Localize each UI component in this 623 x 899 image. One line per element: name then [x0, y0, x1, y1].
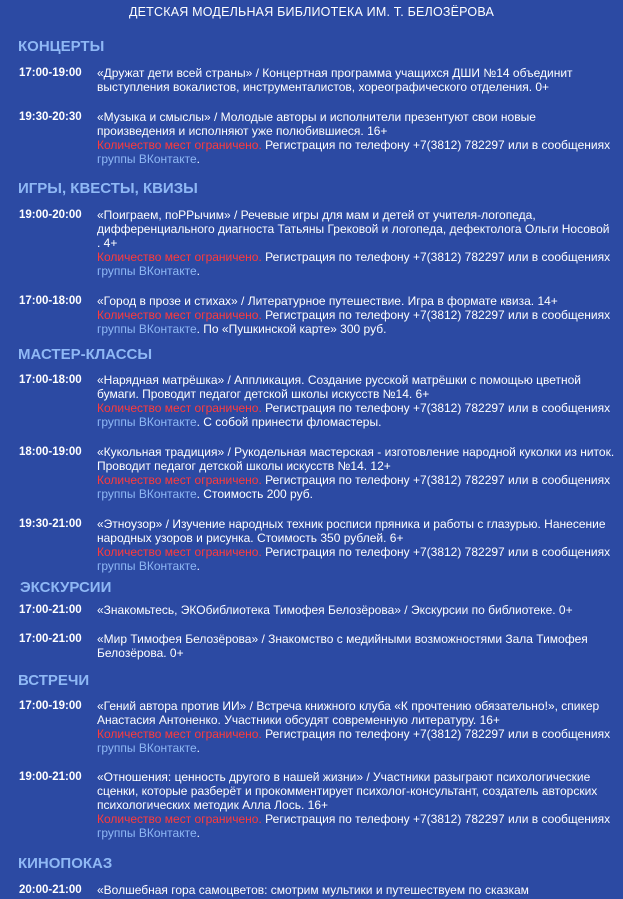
section-cinema: КИНОПОКАЗ — [18, 855, 113, 872]
event-item — [19, 294, 615, 336]
event-text: «Музыка и смыслы» / Молодые авторы и исполнители презентуют свои новые произведения и исполняют уже полюбившиеся. 16+ — [97, 110, 536, 138]
registration-text: Регистрация по телефону +7(3812) 782297 или в сообщениях — [265, 138, 611, 152]
event-tail: . По «Пушкинской карте» 300 руб. — [196, 322, 387, 336]
event-time: 17:00-18:00 — [19, 295, 82, 307]
section-excursions: ЭКСКУРСИИ — [20, 579, 112, 596]
limited-notice: Количество мест ограничено. — [97, 473, 262, 487]
event-description: «Знакомьтесь, ЭКОбиблиотека Тимофея Белозёрова» / Экскурсии по библиотеке. 0+ — [97, 603, 573, 617]
event-text: «Кукольная традиция» / Рукодельная мастерская - изготовление народной куколки из ниток. Проводит педагог детской школы искусств №14. 12+ — [97, 445, 615, 473]
event-time: 20:00-21:00 — [19, 884, 82, 896]
event-time: 17:00-19:00 — [19, 67, 82, 79]
event-item — [19, 445, 615, 501]
registration-text: Регистрация по телефону +7(3812) 782297 или в сообщениях — [265, 473, 611, 487]
event-text: «Отношения: ценность другого в нашей жизни» / Участники разыграют психологические сценки, которые разберёт и прокомментирует психолог-консультант, создатель авторских психологических методик Алла Лось. 16+ — [97, 770, 598, 812]
event-item — [19, 632, 615, 660]
vk-group-link[interactable]: группы ВКонтакте — [97, 322, 197, 336]
event-item — [19, 208, 615, 278]
vk-group-link[interactable]: группы ВКонтакте — [97, 487, 197, 501]
event-description — [97, 208, 615, 278]
event-description: «Волшебная гора самоцветов: смотрим мультики и путешествуем по сказкам — [97, 883, 529, 897]
vk-group-link[interactable]: группы ВКонтакте — [97, 741, 197, 755]
registration-text: Регистрация по телефону +7(3812) 782297 или в сообщениях — [265, 250, 611, 264]
event-description — [97, 699, 615, 755]
event-description — [97, 294, 615, 336]
event-time: 17:00-18:00 — [19, 374, 82, 386]
event-time: 17:00-19:00 — [19, 700, 82, 712]
event-time: 17:00-21:00 — [19, 633, 82, 645]
event-item — [19, 770, 615, 840]
event-description: «Мир Тимофея Белозёрова» / Знакомство с медийными возможностями Зала Тимофея Белозёрова. 0+ — [97, 632, 588, 660]
event-item — [19, 373, 615, 429]
limited-notice: Количество мест ограничено. — [97, 308, 262, 322]
event-text: «Поиграем, поРРычим» / Речевые игры для мам и детей от учителя-логопеда, дифференциального диагноста Татьяны Грековой и логопеда, дефектолога Ольги Носовой . 4+ — [97, 208, 610, 250]
vk-group-link[interactable]: группы ВКонтакте — [97, 264, 197, 278]
event-tail: . — [196, 559, 200, 573]
event-time: 17:00-21:00 — [19, 604, 82, 616]
event-item — [19, 66, 615, 94]
event-tail: . — [196, 152, 200, 166]
event-text: «Нарядная матрёшка» / Аппликация. Создание русской матрёшки с помощью цветной бумаги. Проводит педагог детской школы искусств №14. 6+ — [97, 373, 581, 401]
vk-group-link[interactable]: группы ВКонтакте — [97, 415, 197, 429]
event-description — [97, 517, 615, 573]
event-text: «Город в прозе и стихах» / Литературное путешествие. Игра в формате квиза. 14+ — [97, 294, 558, 308]
limited-notice: Количество мест ограничено. — [97, 401, 262, 415]
section-games: ИГРЫ, КВЕСТЫ, КВИЗЫ — [18, 180, 198, 197]
limited-notice: Количество мест ограничено. — [97, 138, 262, 152]
event-time: 19:00-20:00 — [19, 209, 82, 221]
registration-text: Регистрация по телефону +7(3812) 782297 или в сообщениях — [265, 401, 611, 415]
event-text: «Этноузор» / Изучение народных техник росписи пряника и работы с глазурью. Нанесение народных узоров и рисунка. Стоимость 350 рублей. 6+ — [97, 517, 606, 545]
event-item — [19, 110, 615, 166]
event-description — [97, 770, 615, 840]
event-tail: . — [196, 741, 200, 755]
section-meetings: ВСТРЕЧИ — [18, 672, 90, 689]
vk-group-link[interactable]: группы ВКонтакте — [97, 559, 197, 573]
vk-group-link[interactable]: группы ВКонтакте — [97, 152, 197, 166]
event-description — [97, 110, 615, 166]
event-description — [97, 373, 615, 429]
page-title: ДЕТСКАЯ МОДЕЛЬНАЯ БИБЛИОТЕКА ИМ. Т. БЕЛОЗЁРОВА — [128, 5, 495, 19]
event-item — [19, 517, 615, 573]
event-item — [19, 699, 615, 755]
event-description: «Дружат дети всей страны» / Концертная программа учащихся ДШИ №14 объединит выступления вокалистов, инструменталистов, хореографического отделения. 0+ — [97, 66, 573, 94]
event-tail: . С собой принести фломастеры. — [196, 415, 382, 429]
event-tail: . Стоимость 200 руб. — [196, 487, 313, 501]
event-text: «Гений автора против ИИ» / Встреча книжного клуба «К прочтению обязательно!», спикер Анастасия Антоненко. Участники обсудят современную литературу. 16+ — [97, 699, 600, 727]
limited-notice: Количество мест ограничено. — [97, 545, 262, 559]
vk-group-link[interactable]: группы ВКонтакте — [97, 826, 197, 840]
registration-text: Регистрация по телефону +7(3812) 782297 или в сообщениях — [265, 308, 611, 322]
limited-notice: Количество мест ограничено. — [97, 727, 262, 741]
event-item — [19, 883, 615, 897]
section-concerts: КОНЦЕРТЫ — [18, 38, 105, 55]
event-tail: . — [196, 826, 200, 840]
limited-notice: Количество мест ограничено. — [97, 812, 262, 826]
event-time: 19:30-20:30 — [19, 111, 82, 123]
event-item — [19, 603, 615, 617]
registration-text: Регистрация по телефону +7(3812) 782297 или в сообщениях — [265, 812, 611, 826]
section-master-classes: МАСТЕР-КЛАССЫ — [18, 346, 153, 363]
event-description — [97, 445, 615, 501]
registration-text: Регистрация по телефону +7(3812) 782297 или в сообщениях — [265, 727, 611, 741]
event-time: 19:30-21:00 — [19, 518, 82, 530]
event-tail: . — [196, 264, 200, 278]
event-time: 19:00-21:00 — [19, 771, 82, 783]
limited-notice: Количество мест ограничено. — [97, 250, 262, 264]
event-time: 18:00-19:00 — [19, 446, 82, 458]
registration-text: Регистрация по телефону +7(3812) 782297 или в сообщениях — [265, 545, 611, 559]
